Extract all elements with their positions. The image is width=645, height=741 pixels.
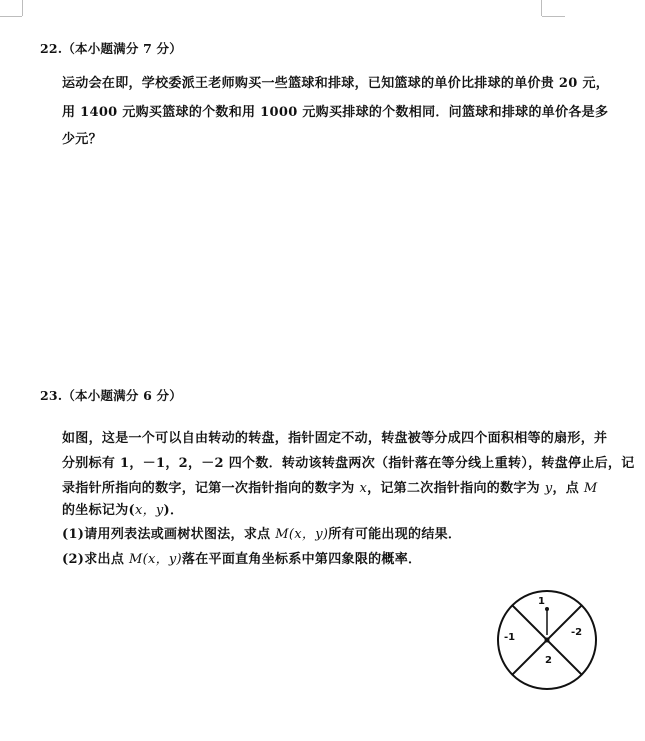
question-22-line-3: 少元？ [62, 132, 102, 147]
question-23-line-2: 分别标有 1，－1，2，－2 四个数．转动该转盘两次（指针落在等分线上重转），转盘停止后，记 [62, 456, 635, 471]
question-23-line-3-text-b: ，记第二次指针指向的数字为 [367, 481, 545, 496]
crop-mark-right-vertical [541, 0, 542, 16]
spinner-pointer-tip [545, 607, 549, 611]
variable-x: x [359, 481, 368, 496]
question-23-subquestion-2 [62, 548, 421, 567]
question-22-header: 22.（本小题满分 7 分） [40, 41, 182, 56]
subquestion-2-text-a: (2)求出点 [62, 552, 129, 567]
subquestion-1-point-m: M(x，y) [275, 527, 329, 542]
subquestion-2-text-b: 落在平面直角坐标系中第四象限的概率． [181, 552, 422, 567]
subquestion-1-text-a: (1)请用列表法或画树状图法，求点 [62, 527, 276, 542]
question-23-line-3-text-a: 录指针所指向的数字，记第一次指针指向的数字为 [62, 481, 360, 496]
question-23-line-4 [62, 499, 183, 518]
crop-mark-left-vertical [22, 0, 23, 16]
question-22-line-1: 运动会在即，学校委派王老师购买一些篮球和排球，已知篮球的单价比排球的单价贵 20 元， [62, 76, 610, 91]
question-23-line-1: 如图，这是一个可以自由转动的转盘，指针固定不动，转盘被等分成四个面积相等的扇形，并 [62, 431, 608, 446]
question-23-header: 23.（本小题满分 6 分） [40, 388, 182, 403]
question-23-subquestion-1 [62, 523, 461, 542]
subquestion-1-text-b: 所有可能出现的结果． [328, 527, 462, 542]
question-23-line-4-text-a: 的坐标记为( [62, 503, 135, 518]
variable-m: M [583, 481, 598, 496]
spinner-center [545, 638, 550, 643]
question-23-line-3 [62, 477, 598, 496]
crop-mark-left-horizontal [0, 16, 22, 17]
subquestion-2-point-m: M(x，y) [128, 552, 182, 567]
spinner-figure [495, 588, 599, 692]
spinner-label-left: -1 [504, 632, 516, 643]
question-22-line-2: 用 1400 元购买篮球的个数和用 1000 元购买排球的个数相同．问篮球和排球的单价各是多 [62, 105, 609, 120]
question-23-line-4-text-b: )． [163, 503, 184, 518]
coordinate-xy: x，y [134, 503, 164, 518]
question-23-line-3-text-c: ，点 [552, 481, 584, 496]
variable-y: y [544, 481, 553, 496]
spinner-label-right: -2 [571, 627, 583, 638]
crop-mark-right-horizontal [542, 16, 565, 17]
spinner-label-bottom: 2 [545, 655, 552, 666]
spinner-label-top: 1 [538, 596, 545, 607]
